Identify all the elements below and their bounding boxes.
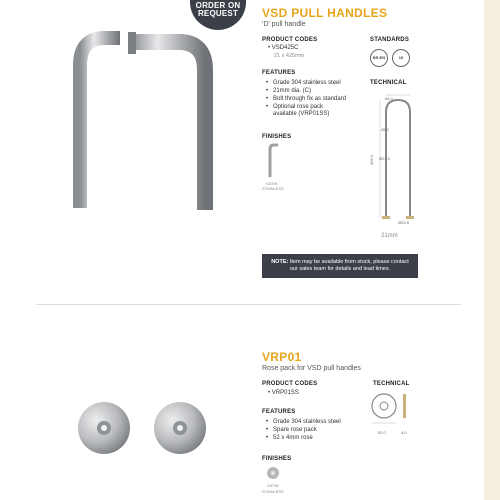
vsd-subtitle: 'D' pull handle [262,21,306,28]
rose-pack-image [78,398,228,458]
satin-stainless-rose-swatch-icon [266,466,280,480]
vsd-product-codes-heading: PRODUCT CODES [262,37,318,43]
list-item: • Grade 304 stainless steel [266,79,346,87]
vrp-subtitle: Rose pack for VSD pull handles [262,365,361,372]
vsd-technical-heading: TECHNICAL [370,80,407,86]
vrp-title: VRP01 [262,350,302,364]
vrp-product-codes-heading: PRODUCT CODES [262,381,318,387]
vsd-features-heading: FEATURES [262,70,296,76]
vsd-technical-drawing [366,90,436,230]
grade-standard-icon: 10 [392,49,410,67]
list-item: • 21mm dia. (C) [266,87,346,95]
list-item: • Grade 304 stainless steel [266,418,341,426]
badge-line-1: ORDER ON [195,1,241,10]
vsd-size-caption: 21mm [381,233,398,239]
list-item: • Bolt through fix as standard [266,95,346,103]
vsd-product-code: • VSD425C [268,45,299,51]
vrp-features-heading: FEATURES [262,409,296,415]
badge-line-2: REQUEST [197,9,239,18]
list-item: • Optional rose pack [266,103,346,111]
vsd-product-size: 21 x 425mm [274,53,305,59]
note-text: Item may be available from stock, please contact our sales team for details and lead times. [289,259,409,272]
vsd-finishes-heading: FINISHES [262,134,292,140]
vrp-technical-drawing [370,392,420,426]
vrp-dim-diameter: 52.0 [378,430,386,435]
note-label: NOTE: [271,259,289,265]
vsd-features-list [266,79,346,111]
bs-en-standard-icon: BS EN [370,49,388,67]
vrp-features-list [266,418,341,442]
vsd-note-box [262,254,418,278]
dim-bottom: Ø25.5 [398,220,409,225]
list-item: • 52 x 4mm rose [266,434,341,442]
vrp-product-code: • VRP01SS [268,390,299,396]
vrp-finishes-heading: FINISHES [262,456,292,462]
dim-height: 425.0 [369,154,374,165]
vrp-technical-heading: TECHNICAL [373,381,410,387]
dim-inner: 45.0 [381,127,389,132]
vsd-title: VSD PULL HANDLES [262,6,388,20]
vsd-standards-heading: STANDARDS [370,37,410,43]
vrp-dim-thickness: 4.0 [401,430,407,435]
d-pull-handle-image [60,20,230,220]
satin-stainless-swatch-icon [264,143,284,179]
dim-top: 64.0 [385,96,393,101]
page-edge-strip [484,0,500,500]
vsd-finish-label-1: SATIN [266,181,278,186]
vsd-feature-continuation: available (VRP01SS) [273,111,330,117]
vsd-finish-label-2: STAINLESS [262,186,284,191]
section-divider [36,304,461,305]
list-item: • Spare rose pack [266,426,341,434]
vrp-finish-label-1: SATIN [267,483,279,488]
dim-diameter: Ø21.0 [379,156,390,161]
vrp-finish-label-2: STAINLESS [262,489,284,494]
